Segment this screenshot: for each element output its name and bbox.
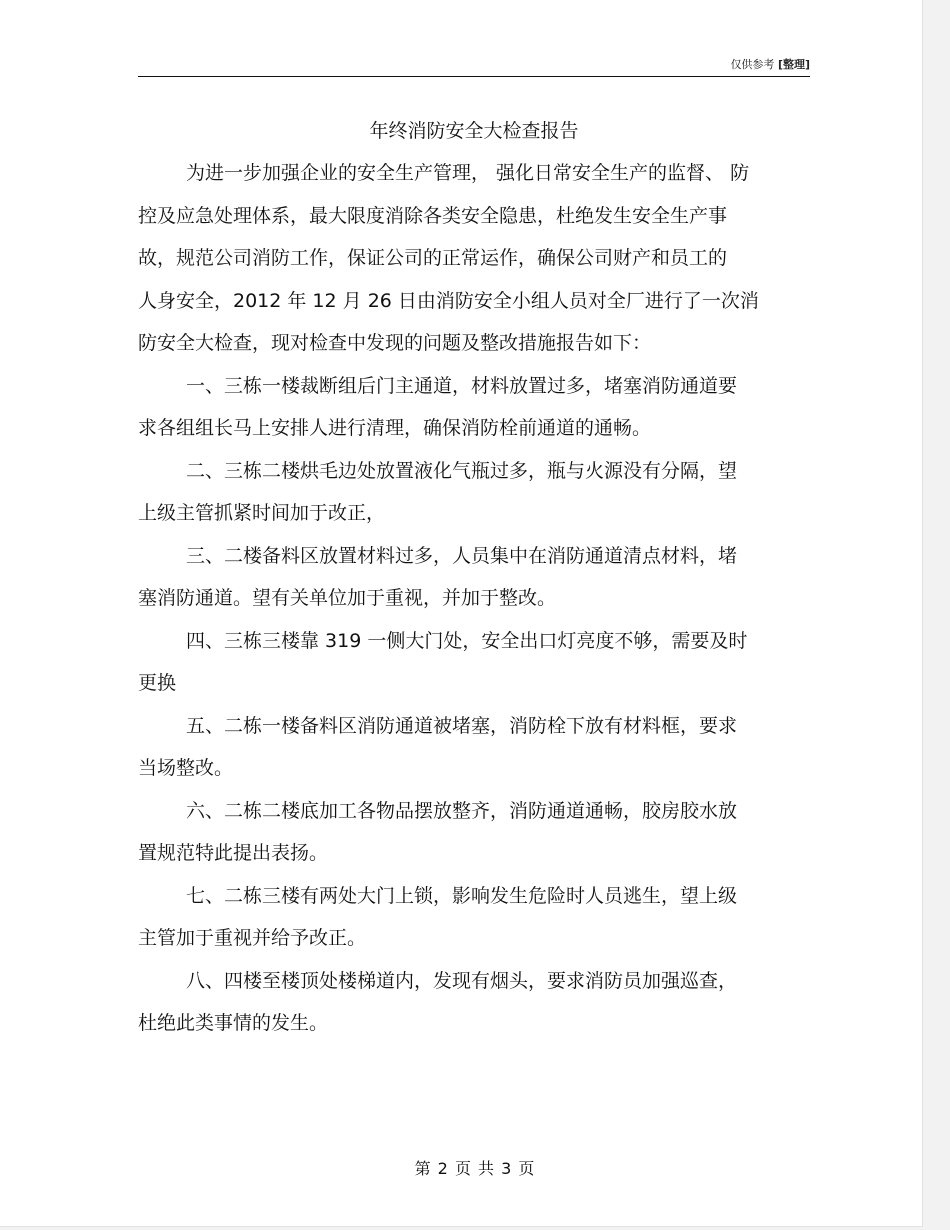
body-line: 上级主管抓紧时间加于改正， [138, 502, 386, 524]
body-line: 故，规范公司消防工作，保证公司的正常运作，确保公司财产和员工的 [138, 247, 728, 269]
header-note-text: 仅供参考 [730, 58, 775, 71]
document-body [138, 152, 818, 1045]
header-note [730, 56, 810, 72]
body-line: 求各组组长马上安排人进行清理，确保消防栓前通道的通畅。 [138, 417, 652, 439]
body-line: 七、二栋三楼有两处大门上锁，影响发生危险时人员逃生，望上级 [186, 884, 738, 907]
body-line: 控及应急处理体系，最大限度消除各类安全隐患，杜绝发生安全生产事 [138, 204, 728, 227]
body-line: 二、三栋二楼烘毛边处放置液化气瓶过多，瓶与火源没有分隔，望 [186, 459, 738, 482]
body-line: 塞消防通道。望有关单位加于重视，并加于整改。 [138, 587, 557, 609]
body-line: 当场整改。 [138, 757, 234, 779]
header-rule [138, 76, 810, 77]
body-line: 更换 [138, 672, 177, 694]
body-line: 人身安全，2012 年 12 月 26 日由消防安全小组人员对全厂进行了一次消 [138, 289, 759, 312]
header-bracket-label: [整理] [777, 58, 810, 71]
document-title: 年终消防安全大检查报告 [369, 120, 579, 142]
body-line: 为进一步加强企业的安全生产管理， 强化日常安全生产的监督、 防 [186, 162, 750, 184]
body-line: 五、二栋一楼备料区消防通道被堵塞，消防栓下放有材料框，要求 [186, 714, 738, 737]
body-line: 防安全大检查，现对检查中发现的问题及整改措施报告如下： [138, 332, 652, 354]
body-line: 三、二楼备料区放置材料过多，人员集中在消防通道清点材料，堵 [186, 544, 738, 567]
body-line: 置规范特此提出表扬。 [138, 842, 329, 864]
page-number-footer: 第 2 页 共 3 页 [414, 1159, 536, 1178]
body-line: 四、三栋三楼靠 319 一侧大门处，安全出口灯亮度不够，需要及时 [186, 629, 748, 652]
body-line: 一、三栋一楼裁断组后门主通道，材料放置过多，堵塞消防通道要 [186, 374, 738, 397]
body-line: 主管加于重视并给予改正。 [138, 927, 367, 949]
body-line: 杜绝此类事情的发生。 [138, 1012, 329, 1034]
body-line: 八、四楼至楼顶处楼梯道内，发现有烟头，要求消防员加强巡查， [186, 969, 738, 992]
body-line: 六、二栋二楼底加工各物品摆放整齐，消防通道通畅，胶房胶水放 [186, 799, 738, 822]
